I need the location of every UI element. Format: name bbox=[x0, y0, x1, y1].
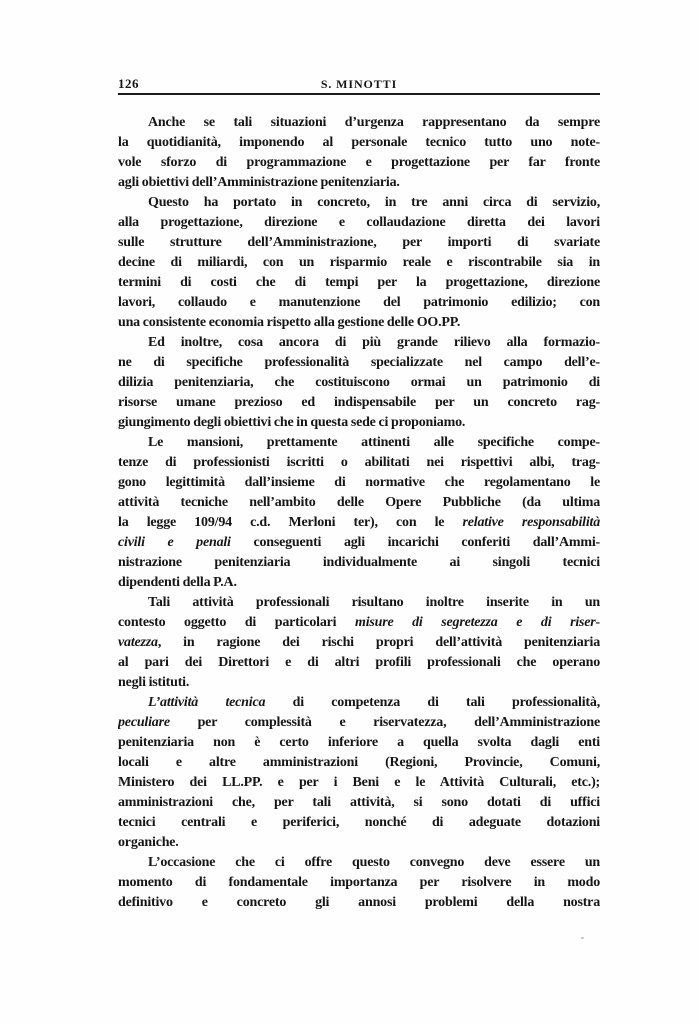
paragraph bbox=[118, 693, 600, 853]
text-line: contesto oggetto di particolari misure di segretezza e di riser- bbox=[118, 615, 600, 630]
text-line: Ed inoltre, cosa ancora di più grande rilievo alla formazio- bbox=[148, 335, 600, 350]
text-line: Questo ha portato in concreto, in tre anni circa di servizio, bbox=[148, 195, 600, 210]
text-line: L’occasione che ci offre questo convegno deve essere un bbox=[148, 855, 600, 870]
text-line: Anche se tali situazioni d’urgenza rappresentano da sempre bbox=[148, 115, 600, 130]
text-line: nistrazione penitenziaria individualmente ai singoli tecnici bbox=[118, 555, 600, 570]
text-line: peculiare per complessità e riservatezza, dell’Amministrazione bbox=[118, 715, 600, 730]
text-line: decine di miliardi, con un risparmio reale e riscontrabile sia in bbox=[118, 255, 600, 270]
text-line: una consistente economia rispetto alla gestione delle OO.PP. bbox=[118, 315, 461, 330]
paragraph bbox=[118, 853, 600, 913]
paragraph bbox=[118, 113, 600, 193]
text-line: dilizia penitenziaria, che costituiscono ormai un patrimonio di bbox=[118, 375, 600, 390]
text-line: lavori, collaudo e manutenzione del patrimonio edilizio; con bbox=[118, 295, 600, 310]
text-line: vatezza, in ragione dei rischi propri dell’attività penitenziaria bbox=[118, 635, 600, 650]
scan-speck bbox=[581, 937, 584, 939]
paragraph bbox=[118, 333, 600, 433]
text-line: gono legittimità dall’insieme di normative che regolamentano le bbox=[118, 475, 600, 490]
text-line: giungimento degli obiettivi che in questa sede ci proponiamo. bbox=[118, 415, 466, 430]
paragraph bbox=[118, 593, 600, 693]
text-line: penitenziaria non è certo inferiore a quella svolta dagli enti bbox=[118, 735, 600, 750]
text-line: vole sforzo di programmazione e progettazione per far fronte bbox=[118, 155, 600, 170]
page-header bbox=[118, 76, 600, 93]
text-line: Tali attività professionali risultano inoltre inserite in un bbox=[148, 595, 600, 610]
text-line: locali e altre amministrazioni (Regioni, Provincie, Comuni, bbox=[118, 755, 600, 770]
text-line: organiche. bbox=[118, 835, 179, 850]
text-line: risorse umane prezioso ed indispensabile per un concreto rag- bbox=[118, 395, 600, 410]
text-line: attività tecniche nell’ambito delle Opere Pubbliche (da ultima bbox=[118, 495, 600, 510]
text-line: dipendenti della P.A. bbox=[118, 575, 237, 590]
running-head: S. MINOTTI bbox=[320, 77, 398, 91]
text-line: L’attività tecnica di competenza di tali professionalità, bbox=[148, 695, 600, 710]
text-line: termini di costi che di tempi per la progettazione, direzione bbox=[118, 275, 600, 290]
text-line: Ministero dei LL.PP. e per i Beni e le Attività Culturali, etc.); bbox=[118, 775, 600, 790]
text-line: Le mansioni, prettamente attinenti alle specifiche compe- bbox=[148, 435, 600, 450]
text-line: la legge 109/94 c.d. Merloni ter), con le relative responsabilità bbox=[118, 515, 600, 530]
text-line: la quotidianità, imponendo al personale tecnico tutto uno note- bbox=[118, 135, 600, 150]
text-line: negli istituti. bbox=[118, 675, 190, 690]
header-rule bbox=[118, 93, 600, 95]
text-line: al pari dei Direttori e di altri profili professionali che operano bbox=[118, 655, 600, 670]
text-line: tenze di professionisti iscritti o abilitati nei rispettivi albi, trag- bbox=[118, 455, 600, 470]
text-line: tecnici centrali e periferici, nonché di adeguate dotazioni bbox=[118, 815, 600, 830]
paragraph bbox=[118, 193, 600, 333]
text-line: ne di specifiche professionalità specializzate nel campo dell’e- bbox=[118, 355, 600, 370]
text-line: amministrazioni che, per tali attività, si sono dotati di uffici bbox=[118, 795, 600, 810]
text-line: civili e penali conseguenti agli incarichi conferiti dall’Ammi- bbox=[118, 535, 600, 550]
text-line: agli obiettivi dell’Amministrazione penitenziaria. bbox=[118, 175, 400, 190]
text-line: sulle strutture dell’Amministrazione, per importi di svariate bbox=[118, 235, 600, 250]
text-line: momento di fondamentale importanza per risolvere in modo bbox=[118, 875, 600, 890]
page-number: 126 bbox=[118, 76, 139, 91]
text-line: alla progettazione, direzione e collaudazione diretta dei lavori bbox=[118, 215, 600, 230]
page-body bbox=[118, 113, 600, 913]
text-line: definitivo e concreto gli annosi problemi della nostra bbox=[118, 895, 600, 910]
paragraph bbox=[118, 433, 600, 593]
